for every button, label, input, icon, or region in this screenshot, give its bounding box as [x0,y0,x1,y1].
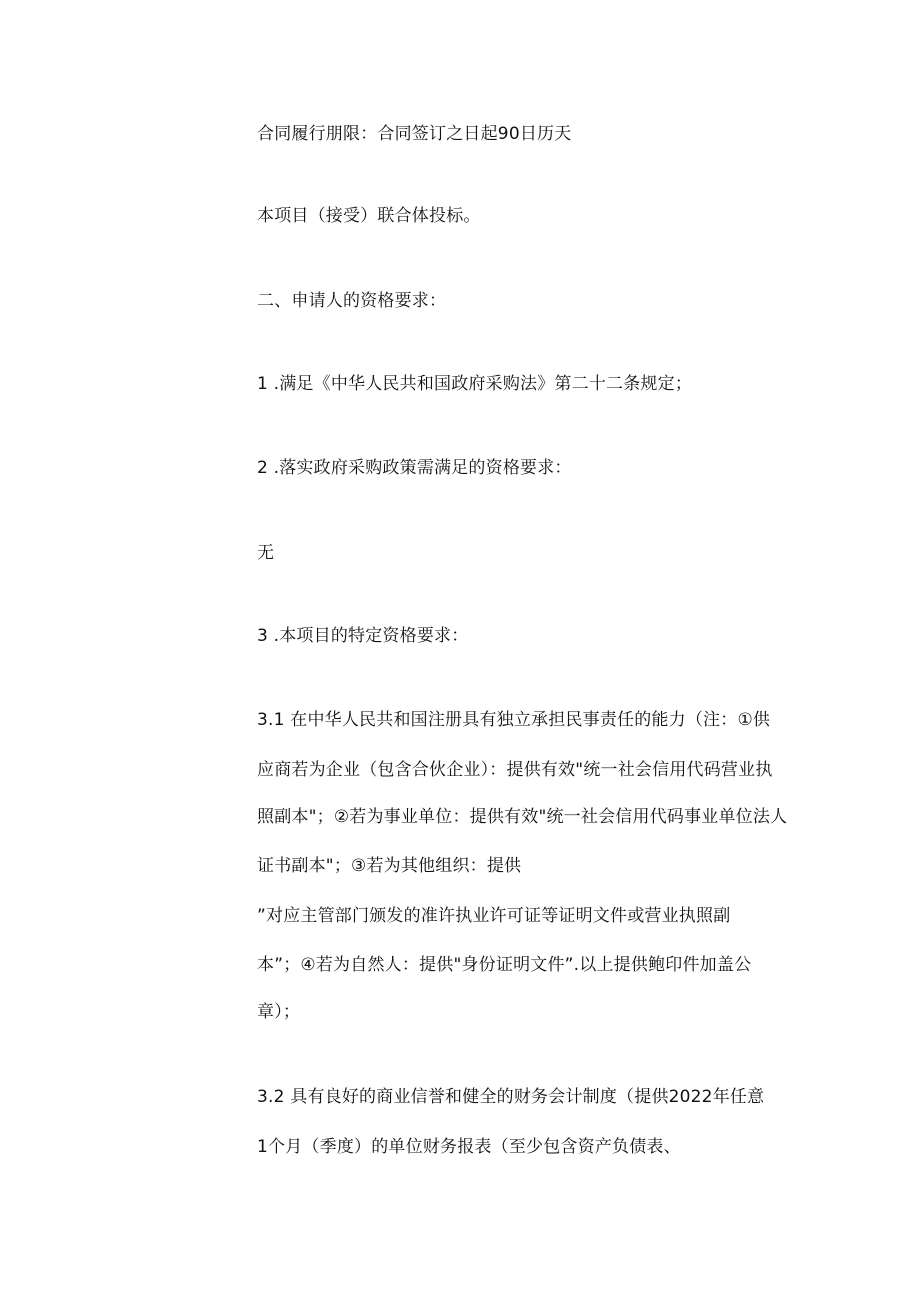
requirement-3-1-line-6: 本”；④若为自然人：提供"身份证明文件”.以上提供鲍印件加盖公 [257,955,752,975]
requirement-3-2-line-2: 1个月（季度）的单位财务报表（至少包含资产负债表、 [257,1137,681,1157]
requirement-2: 2 .落实政府采购政策需满足的资格要求： [257,458,572,478]
requirement-3-1-line-5: ”对应主管部门颁发的准许执业许可证等证明文件或营业执照副 [257,906,731,926]
requirement-2-value: 无 [257,543,275,563]
requirement-3-2-line-1: 3.2 具有良好的商业信誉和健全的财务会计制度（提供2022年任意 [257,1087,765,1107]
requirement-1: 1 .满足《中华人民共和国政府采购法》第二十二条规定； [257,374,693,394]
contract-period-line: 合同履行朋限：合同签订之日起90日历天 [257,124,572,144]
requirement-3-1-line-3: 照副本"；②若为事业单位：提供有效"统一社会信用代码事业单位法人 [257,807,788,827]
requirement-3-1-line-1: 3.1 在中华人民共和国注册具有独立承担民事责任的能力（注：①供 [257,710,771,730]
requirement-3-1-line-2: 应商若为企业（包含合伙企业）：提供有效"统一社会信用代码营业执 [257,760,773,780]
section-heading: 二、申请人的资格要求： [257,291,447,311]
requirement-3: 3 .本项目的特定资格要求： [257,626,469,646]
requirement-3-1-line-4: 证书副本"；③若为其他组织：提供 [257,856,522,876]
requirement-3-1-line-7: 章）； [257,1002,301,1022]
consortium-line: 本项目（接受）联合体投标。 [257,206,481,226]
